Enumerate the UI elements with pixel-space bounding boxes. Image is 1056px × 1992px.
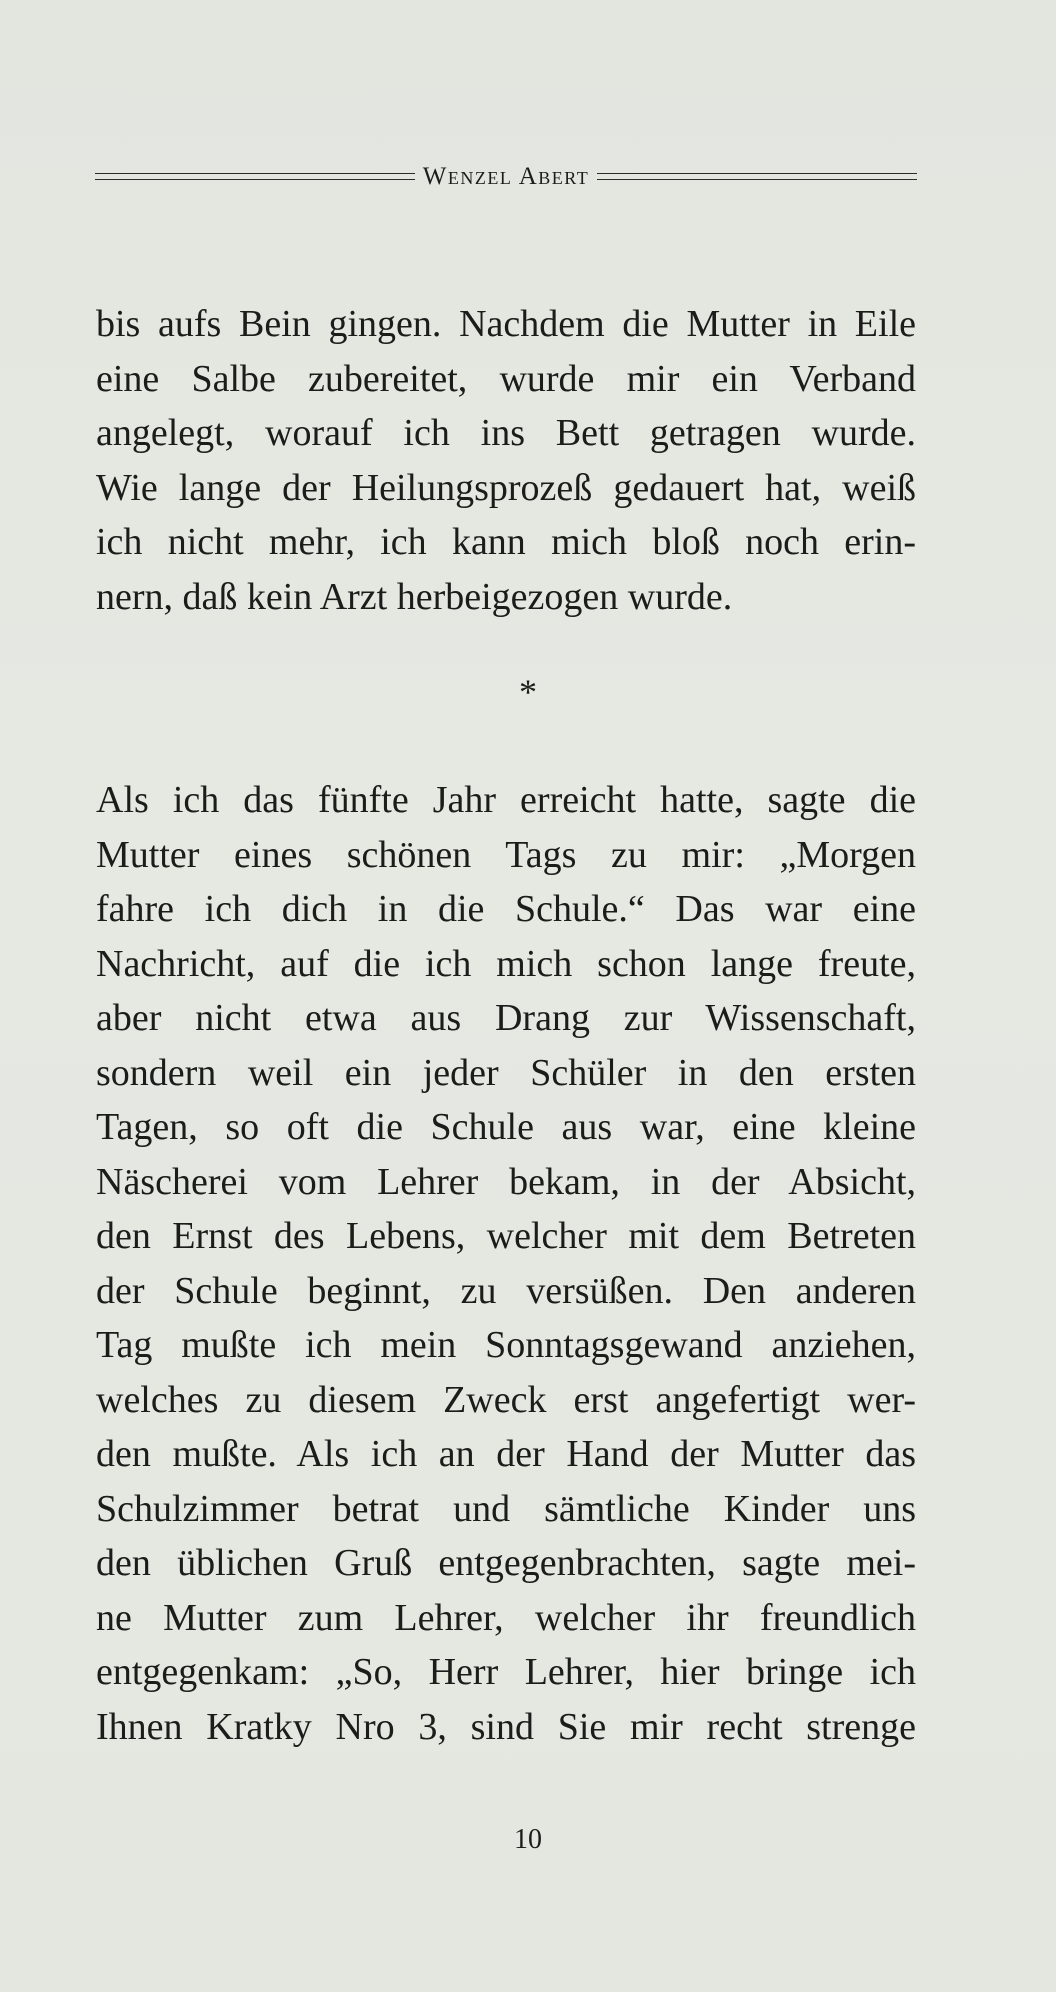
text-line: eine Salbe zubereitet, wurde mir ein Verband [96, 357, 916, 400]
text-line: Schulzimmer betrat und sämtliche Kinder uns [96, 1487, 916, 1530]
text-line: Wie lange der Heilungsprozeß gedauert hat, weiß [96, 466, 916, 509]
text-line: Als ich das fünfte Jahr erreicht hatte, sagte die [96, 779, 916, 821]
text-line: ich nicht mehr, ich kann mich bloß noch erin- [96, 521, 916, 563]
header-rule-right [597, 173, 917, 180]
page-number: 10 [514, 1824, 542, 1855]
text-line: Näscherei vom Lehrer bekam, in der Absicht, [96, 1160, 916, 1203]
text-line: der Schule beginnt, zu versüßen. Den anderen [96, 1269, 916, 1312]
text-line: entgegenkam: „So, Herr Lehrer, hier bringe ich [96, 1651, 916, 1693]
text-line: Tagen, so oft die Schule aus war, eine kleine [96, 1106, 916, 1148]
text-line: aber nicht etwa aus Drang zur Wissenschaft, [96, 997, 916, 1039]
header-rule-left [95, 173, 415, 180]
text-line: Mutter eines schönen Tags zu mir: „Morgen [96, 833, 916, 876]
text-line: angelegt, worauf ich ins Bett getragen wurde. [96, 412, 916, 454]
text-line: den mußte. Als ich an der Hand der Mutter das [96, 1433, 916, 1475]
text-line: bis aufs Bein gingen. Nachdem die Mutter in Eile [96, 303, 916, 345]
text-line: ne Mutter zum Lehrer, welcher ihr freundlich [96, 1596, 916, 1639]
running-header [95, 160, 917, 192]
text-line: fahre ich dich in die Schule.“ Das war eine [96, 888, 916, 930]
text-line: den üblichen Gruß entgegenbrachten, sagte mei- [96, 1542, 916, 1584]
text-line: Tag mußte ich mein Sonntagsgewand anziehen, [96, 1324, 916, 1366]
text-line: Ihnen Kratky Nro 3, sind Sie mir recht strenge [96, 1705, 916, 1748]
paragraph-1 [96, 297, 916, 624]
text-line: den Ernst des Lebens, welcher mit dem Betreten [96, 1215, 916, 1257]
text-line: welches zu diesem Zweck erst angefertigt wer- [96, 1378, 916, 1421]
running-title: Wenzel Abert [422, 162, 590, 190]
text-line: sondern weil ein jeder Schüler in den ersten [96, 1051, 916, 1094]
text-line: nern, daß kein Arzt herbeigezogen wurde. [96, 575, 733, 618]
text-line: Nachricht, auf die ich mich schon lange freute, [96, 942, 916, 985]
section-separator: * [519, 672, 537, 712]
paragraph-2 [96, 773, 916, 1754]
